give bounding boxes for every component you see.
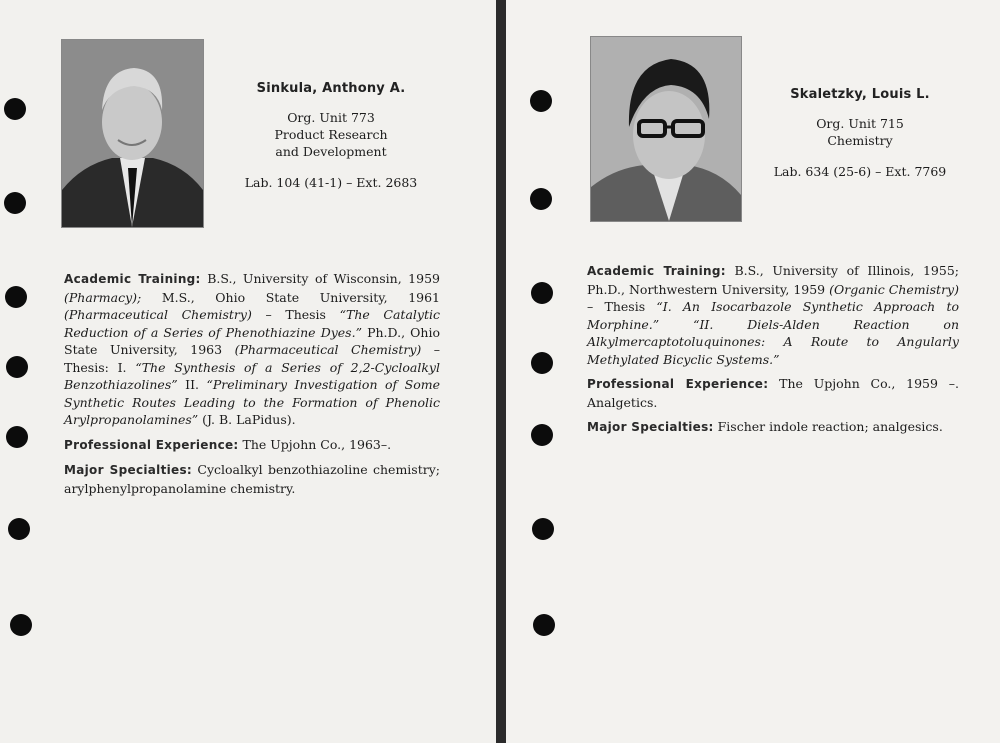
major-specialties-text: Cycloalkyl benzothiazoline chemistry; arylphenylpropanolamine chemistry. — [64, 462, 440, 496]
text-segment: “I. An Isocarbazole Synthetic Approach to Morphine.” “II. Diels-Alden Reaction on Alkylmercaptotoluquinones: A Route to Angularly Methylated Bicyclic Systems.” — [587, 299, 959, 367]
department-line: Chemistry — [827, 133, 893, 148]
text-segment: B.S., University of Illinois, 1955; Ph.D., Northwestern University, 1959 — [587, 263, 959, 297]
binder-hole — [4, 98, 26, 120]
binder-hole — [533, 614, 555, 636]
text-segment: – Thesis: I. — [64, 342, 440, 375]
binder-hole — [530, 188, 552, 210]
person-name: Skaletzky, Louis L. — [790, 87, 930, 102]
text-segment: – Thesis — [587, 299, 657, 314]
right-page — [506, 0, 1000, 743]
professional-experience-text: The Upjohn Co., 1963–. — [242, 436, 392, 452]
org-unit: Org. Unit 715 — [816, 116, 904, 131]
major-specialties-label: Major Specialties: — [64, 463, 193, 477]
entry-header — [226, 80, 436, 191]
left-page — [0, 0, 496, 743]
entry-body — [64, 270, 440, 504]
binder-hole — [531, 282, 553, 304]
text-segment: M.S., Ohio State University, 1961 — [141, 289, 440, 305]
portrait-photo — [590, 36, 742, 222]
text-segment: II. — [177, 377, 207, 392]
text-segment: Ph.D., Ohio State University, 1963 — [64, 324, 440, 357]
portrait-photo — [61, 39, 204, 228]
department-line: and Development — [275, 144, 387, 159]
text-segment: (Pharmacy); — [64, 289, 142, 305]
person-name: Sinkula, Anthony A. — [256, 81, 406, 96]
text-segment: (Pharmaceutical Chemistry) — [64, 307, 252, 322]
department-line: Product Research — [274, 127, 388, 142]
binder-hole — [530, 90, 552, 112]
major-specialties — [587, 418, 959, 437]
text-segment: “Preliminary Investigation of Some Synthetic Routes Leading to the Formation of Phenolic Arylpropanolamines” — [64, 377, 440, 427]
binder-hole — [10, 614, 32, 636]
binder-hole — [532, 518, 554, 540]
binder-hole — [531, 352, 553, 374]
binder-hole — [4, 192, 26, 214]
text-segment: (J. B. LaPidus). — [198, 412, 296, 427]
entry-header — [760, 86, 960, 180]
academic-training-text — [587, 263, 959, 367]
text-segment: “The Catalytic Reduction of a Series of Phenothiazine Dyes.” — [64, 307, 440, 340]
text-segment: (Organic Chemistry) — [829, 281, 959, 297]
binder-hole — [8, 518, 30, 540]
professional-experience-text: The Upjohn Co., 1959 –. Analgetics. — [587, 376, 959, 410]
lab-extension: Lab. 634 (25-6) – Ext. 7769 — [773, 164, 947, 179]
org-unit: Org. Unit 773 — [287, 110, 375, 125]
academic-training-label: Academic Training: — [587, 264, 726, 278]
text-segment: B.S., University of Wisconsin, 1959 — [207, 271, 440, 286]
professional-experience-label: Professional Experience: — [64, 437, 239, 452]
academic-training-text — [64, 271, 440, 427]
professional-experience-label: Professional Experience: — [587, 377, 769, 391]
binder-hole — [5, 286, 27, 308]
professional-experience — [64, 436, 440, 455]
binder-hole — [6, 426, 28, 448]
academic-training — [587, 262, 959, 368]
entry-body — [587, 262, 959, 444]
binder-hole — [6, 356, 28, 378]
text-segment: “The Synthesis of a Series of 2,2-Cycloalkyl Benzothiazolines” — [64, 359, 440, 392]
major-specialties-label: Major Specialties: — [587, 420, 714, 434]
professional-experience — [587, 375, 959, 411]
major-specialties — [64, 461, 440, 497]
text-segment: – Thesis — [251, 307, 340, 322]
lab-extension: Lab. 104 (41-1) – Ext. 2683 — [244, 175, 418, 190]
binder-hole — [531, 424, 553, 446]
academic-training — [64, 270, 440, 429]
academic-training-label: Academic Training: — [64, 272, 201, 286]
text-segment: (Pharmaceutical Chemistry) — [234, 342, 422, 357]
major-specialties-text: Fischer indole reaction; analgesics. — [717, 419, 943, 434]
